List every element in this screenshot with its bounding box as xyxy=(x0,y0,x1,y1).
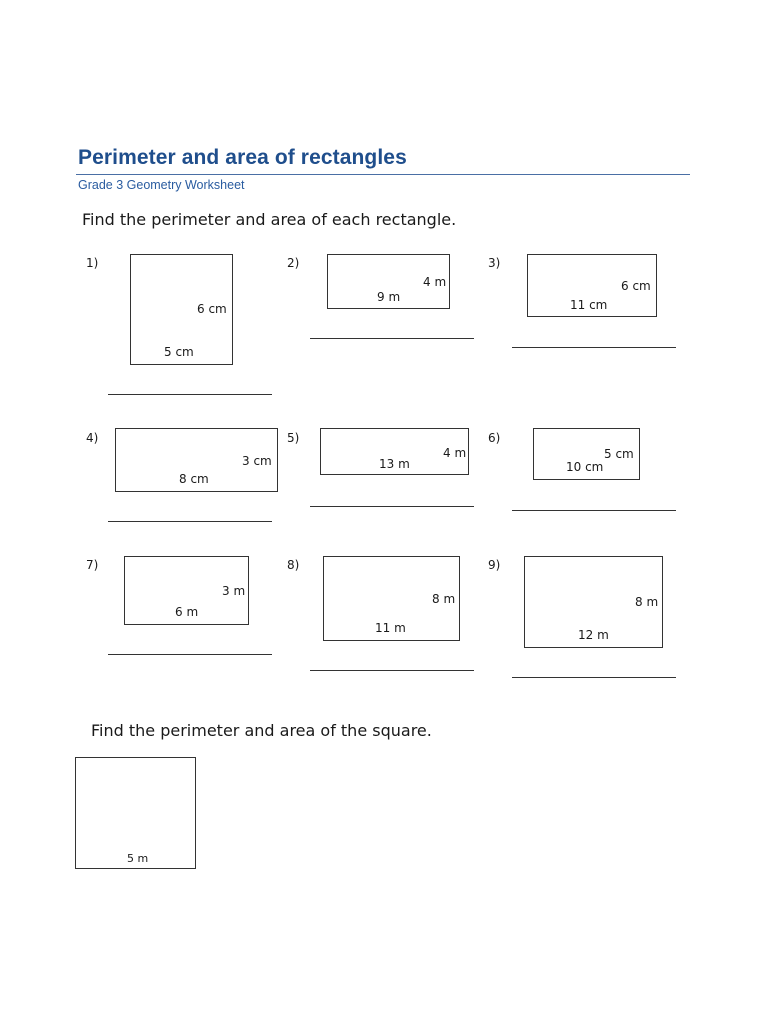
rectangles-instruction: Find the perimeter and area of each rectangle. xyxy=(82,210,457,229)
problem-7-answer-line[interactable] xyxy=(108,654,272,655)
problem-1-side-label: 6 cm xyxy=(197,302,227,316)
problem-6-answer-line[interactable] xyxy=(512,510,676,511)
problem-1-number: 1) xyxy=(86,256,99,270)
problem-4-bottom-label: 8 cm xyxy=(179,472,209,486)
page-title: Perimeter and area of rectangles xyxy=(78,146,407,169)
problem-6-bottom-label: 10 cm xyxy=(566,460,604,474)
problem-6-number: 6) xyxy=(488,431,501,445)
square-instruction: Find the perimeter and area of the square. xyxy=(91,721,432,740)
problem-9-number: 9) xyxy=(488,558,501,572)
problem-9-bottom-label: 12 m xyxy=(578,628,609,642)
problem-4-answer-line[interactable] xyxy=(108,521,272,522)
problem-4-number: 4) xyxy=(86,431,99,445)
problem-9-answer-line[interactable] xyxy=(512,677,676,678)
problem-2-number: 2) xyxy=(287,256,300,270)
problem-8-number: 8) xyxy=(287,558,300,572)
problem-5-number: 5) xyxy=(287,431,300,445)
problem-4-side-label: 3 cm xyxy=(242,454,272,468)
problem-9-side-label: 8 m xyxy=(635,595,659,609)
problem-3-side-label: 6 cm xyxy=(621,279,651,293)
problem-7-side-label: 3 m xyxy=(222,584,246,598)
problem-5-side-label: 4 m xyxy=(443,446,467,460)
problem-3-bottom-label: 11 cm xyxy=(570,298,608,312)
problem-7-number: 7) xyxy=(86,558,99,572)
problem-5-bottom-label: 13 m xyxy=(379,457,410,471)
problem-2-bottom-label: 9 m xyxy=(377,290,401,304)
problem-2-side-label: 4 m xyxy=(423,275,447,289)
problem-3-answer-line[interactable] xyxy=(512,347,676,348)
square-side-label: 5 m xyxy=(127,852,149,865)
page-subtitle: Grade 3 Geometry Worksheet xyxy=(78,178,245,192)
problem-8-answer-line[interactable] xyxy=(310,670,474,671)
problem-7-bottom-label: 6 m xyxy=(175,605,199,619)
problem-8-bottom-label: 11 m xyxy=(375,621,406,635)
title-divider xyxy=(76,174,690,175)
problem-6-side-label: 5 cm xyxy=(604,447,634,461)
problem-3-number: 3) xyxy=(488,256,501,270)
problem-5-answer-line[interactable] xyxy=(310,506,474,507)
problem-8-side-label: 8 m xyxy=(432,592,456,606)
problem-1-answer-line[interactable] xyxy=(108,394,272,395)
problem-2-answer-line[interactable] xyxy=(310,338,474,339)
problem-1-bottom-label: 5 cm xyxy=(164,345,194,359)
